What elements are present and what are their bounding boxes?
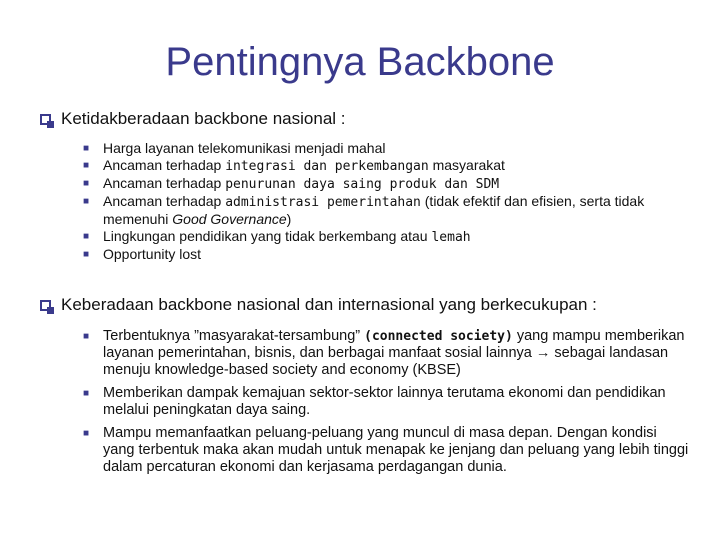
- item-emphasis: administrasi pemerintahan: [225, 195, 421, 210]
- item-text: Mampu memanfaatkan peluang-peluang yang muncul di masa depan. Dengan kondisi yang terbentuk maka akan mudah untuk menapak ke jenjang dan peluang yang lebih tinggi dalam percaturan ekonomi dan kerjasama perdagangan dunia.: [103, 425, 689, 475]
- bullet-list: [40, 328, 690, 476]
- bullet-icon: ■: [83, 428, 90, 439]
- arrow-right-icon: →: [535, 345, 551, 361]
- item-text: Harga layanan telekomunikasi menjadi mahal: [103, 140, 386, 156]
- section-heading-text: Ketidakberadaan backbone nasional :: [61, 109, 346, 128]
- bullet-icon: ■: [83, 231, 90, 242]
- bullet-icon: ■: [83, 143, 90, 154]
- item-text: Terbentuknya ”masyarakat-tersambung”: [103, 328, 365, 344]
- bullet-icon: ■: [83, 160, 90, 171]
- list-item: [40, 246, 690, 263]
- slide-title: Pentingnya Backbone: [165, 40, 555, 84]
- item-emphasis: lemah: [431, 230, 471, 245]
- list-item: [40, 425, 690, 476]
- item-italic: Good Governance: [172, 211, 287, 227]
- list-item: [40, 175, 690, 193]
- section-heading-text: Keberadaan backbone nasional dan internasional yang berkecukupan :: [61, 295, 597, 314]
- bullet-icon: ■: [83, 331, 90, 342]
- item-text: Memberikan dampak kemajuan sektor-sektor lainnya terutama ekonomi dan pendidikan melalui peningkatan daya saing.: [103, 385, 666, 418]
- item-text: (tidak efektif dan efisien, serta tidak memenuhi: [103, 193, 645, 227]
- item-text: yang mampu memberikan layanan pemerintahan, bisnis, dan berbagai manfaat sosial lainnya: [103, 328, 685, 361]
- item-text: sebagai landasan menuju knowledge-based society and economy (KBSE): [103, 345, 669, 378]
- list-item: [40, 385, 690, 419]
- list-item: [40, 157, 690, 175]
- list-item: [40, 228, 690, 246]
- item-text: Opportunity lost: [103, 246, 202, 262]
- list-item: [40, 328, 690, 379]
- list-item: [40, 193, 690, 228]
- section-no-backbone: [40, 108, 690, 263]
- bullet-icon: ■: [83, 249, 90, 260]
- section-heading: [40, 294, 690, 316]
- section-with-backbone: [40, 294, 690, 482]
- item-text: Ancaman terhadap: [103, 157, 226, 173]
- bullet-icon: ■: [83, 388, 90, 399]
- square-bullet-icon: [40, 300, 51, 311]
- item-text: Ancaman terhadap: [103, 175, 226, 191]
- item-text: masyarakat: [428, 157, 505, 173]
- item-emphasis: penurunan daya saing produk dan SDM: [225, 177, 500, 192]
- item-text: Ancaman terhadap: [103, 193, 226, 209]
- item-emphasis: (connected society): [364, 329, 513, 344]
- square-bullet-icon: [40, 114, 51, 125]
- bullet-list: [40, 140, 690, 263]
- section-heading: [40, 108, 690, 130]
- item-text: Lingkungan pendidikan yang tidak berkembang atau: [103, 228, 432, 244]
- list-item: [40, 140, 690, 157]
- bullet-icon: ■: [83, 178, 90, 189]
- item-emphasis: integrasi dan perkembangan: [225, 159, 429, 174]
- item-text: ): [286, 211, 292, 227]
- bullet-icon: ■: [83, 196, 90, 207]
